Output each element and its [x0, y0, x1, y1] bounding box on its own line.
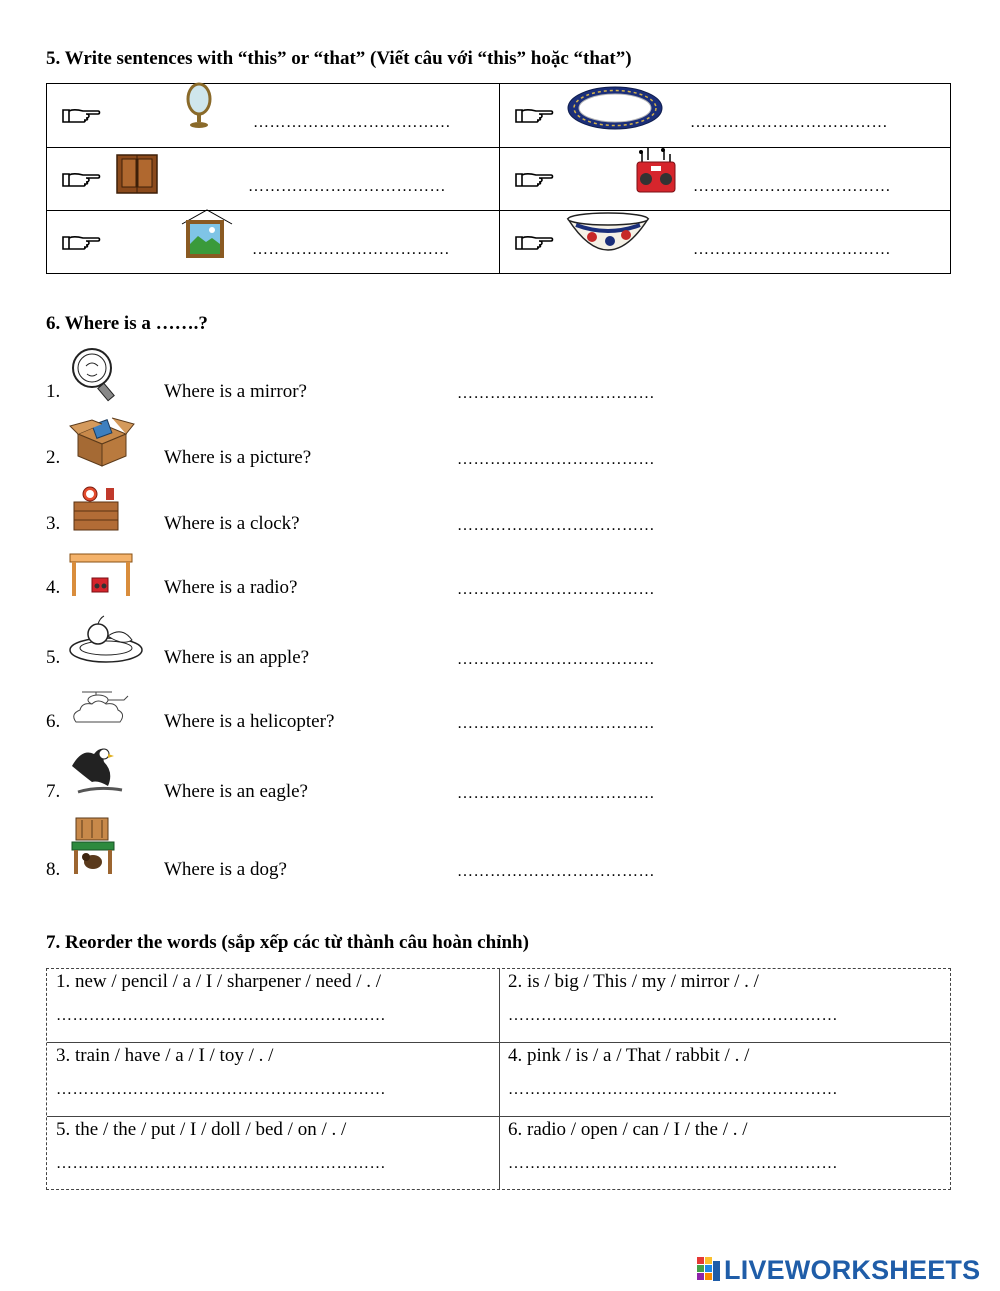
- s5-cell-3: [47, 148, 499, 211]
- bowl-icon: [566, 211, 650, 261]
- eagle-icon: [68, 746, 126, 798]
- pointing-hand-icon: [514, 170, 554, 190]
- s6-question: Where is a mirror?: [164, 381, 307, 402]
- section-7-table: [46, 968, 951, 1190]
- s5-cell-4: [500, 148, 952, 211]
- s6-item-number: 4.: [46, 577, 61, 598]
- pointing-hand-icon: [514, 106, 554, 126]
- s7-answer-line[interactable]: ……………………………………………………: [508, 1155, 838, 1172]
- pointing-hand-icon: [61, 106, 101, 126]
- s6-question: Where is an eagle?: [164, 781, 308, 802]
- box-picture-icon: [68, 416, 136, 468]
- s5-answer-line[interactable]: ………………………………: [252, 241, 450, 258]
- mirror-icon: [68, 346, 122, 402]
- radio-icon: [634, 146, 678, 196]
- liveworksheets-logo[interactable]: [697, 1255, 997, 1287]
- s6-question: Where is an apple?: [164, 647, 310, 668]
- s6-item-number: 8.: [46, 859, 61, 880]
- s6-item-number: 3.: [46, 513, 61, 534]
- s7-cell-1: [47, 969, 498, 1042]
- section-7-heading: 7. Reorder the words (sắp xếp các từ thành câu hoàn chỉnh): [46, 932, 529, 953]
- s5-cell-1: [47, 84, 499, 147]
- apple-on-plate-icon: [68, 614, 144, 666]
- s5-cell-5: [47, 211, 499, 274]
- s6-item-number: 5.: [46, 647, 61, 668]
- s6-answer-line[interactable]: ………………………………: [457, 581, 655, 598]
- s6-answer-line[interactable]: ………………………………: [457, 385, 655, 402]
- liveworksheets-logo-icon: [697, 1257, 721, 1285]
- s7-answer-line[interactable]: ……………………………………………………: [508, 1007, 838, 1024]
- s6-question: Where is a dog?: [164, 859, 287, 880]
- s6-item-number: 1.: [46, 381, 61, 402]
- s6-answer-line[interactable]: ………………………………: [457, 785, 655, 802]
- s7-words: 1. new / pencil / a / I / sharpener / need / . /: [56, 971, 382, 992]
- s6-item-number: 2.: [46, 447, 61, 468]
- dog-under-chair-icon: [68, 816, 118, 876]
- s7-words: 2. is / big / This / my / mirror / . /: [508, 971, 759, 992]
- s6-item-number: 7.: [46, 781, 61, 802]
- s5-answer-line[interactable]: ………………………………: [253, 114, 451, 131]
- picture-frame-icon: [180, 208, 234, 260]
- pointing-hand-icon: [61, 170, 101, 190]
- s7-words: 6. radio / open / can / I / the / . /: [508, 1119, 748, 1140]
- s6-question: Where is a clock?: [164, 513, 300, 534]
- radio-under-table-icon: [68, 552, 134, 598]
- s7-answer-line[interactable]: ……………………………………………………: [508, 1081, 838, 1098]
- pointing-hand-icon: [514, 233, 554, 253]
- s6-answer-line[interactable]: ………………………………: [457, 863, 655, 880]
- wardrobe-icon: [115, 153, 159, 195]
- s7-cell-2: [499, 969, 950, 1042]
- s5-answer-line[interactable]: ………………………………: [693, 178, 891, 195]
- s7-answer-line[interactable]: ……………………………………………………: [56, 1007, 386, 1024]
- section-5-heading: 5. Write sentences with “this” or “that” (Viết câu với “this” hoặc “that”): [46, 48, 632, 69]
- s7-cell-4: [499, 1043, 950, 1116]
- s5-cell-6: [500, 211, 952, 274]
- s7-words: 3. train / have / a / I / toy / . /: [56, 1045, 274, 1066]
- section-5-table: [46, 83, 951, 274]
- s6-item-number: 6.: [46, 711, 61, 732]
- s7-answer-line[interactable]: ……………………………………………………: [56, 1155, 386, 1172]
- s6-question: Where is a radio?: [164, 577, 298, 598]
- s5-answer-line[interactable]: ………………………………: [248, 178, 446, 195]
- s7-words: 4. pink / is / a / That / rabbit / . /: [508, 1045, 750, 1066]
- s6-answer-line[interactable]: ………………………………: [457, 451, 655, 468]
- s5-answer-line[interactable]: ………………………………: [690, 114, 888, 131]
- s7-words: 5. the / the / put / I / doll / bed / on / . /: [56, 1119, 347, 1140]
- s6-question: Where is a helicopter?: [164, 711, 335, 732]
- s7-cell-6: [499, 1117, 950, 1190]
- mirror-icon: [184, 82, 214, 130]
- section-6-heading: 6. Where is a …….?: [46, 313, 208, 334]
- s7-cell-5: [47, 1117, 498, 1190]
- s5-cell-2: [500, 84, 952, 147]
- helicopter-cloud-icon: [68, 682, 132, 730]
- s7-cell-3: [47, 1043, 498, 1116]
- pointing-hand-icon: [61, 233, 101, 253]
- s6-question: Where is a picture?: [164, 447, 312, 468]
- plate-icon: [566, 86, 664, 130]
- s5-answer-line[interactable]: ………………………………: [693, 241, 891, 258]
- s6-answer-line[interactable]: ………………………………: [457, 715, 655, 732]
- s6-answer-line[interactable]: ………………………………: [457, 517, 655, 534]
- clock-on-drawers-icon: [68, 484, 124, 532]
- liveworksheets-logo-text: LIVEWORKSHEETS: [724, 1255, 981, 1285]
- s7-answer-line[interactable]: ……………………………………………………: [56, 1081, 386, 1098]
- s6-answer-line[interactable]: ………………………………: [457, 651, 655, 668]
